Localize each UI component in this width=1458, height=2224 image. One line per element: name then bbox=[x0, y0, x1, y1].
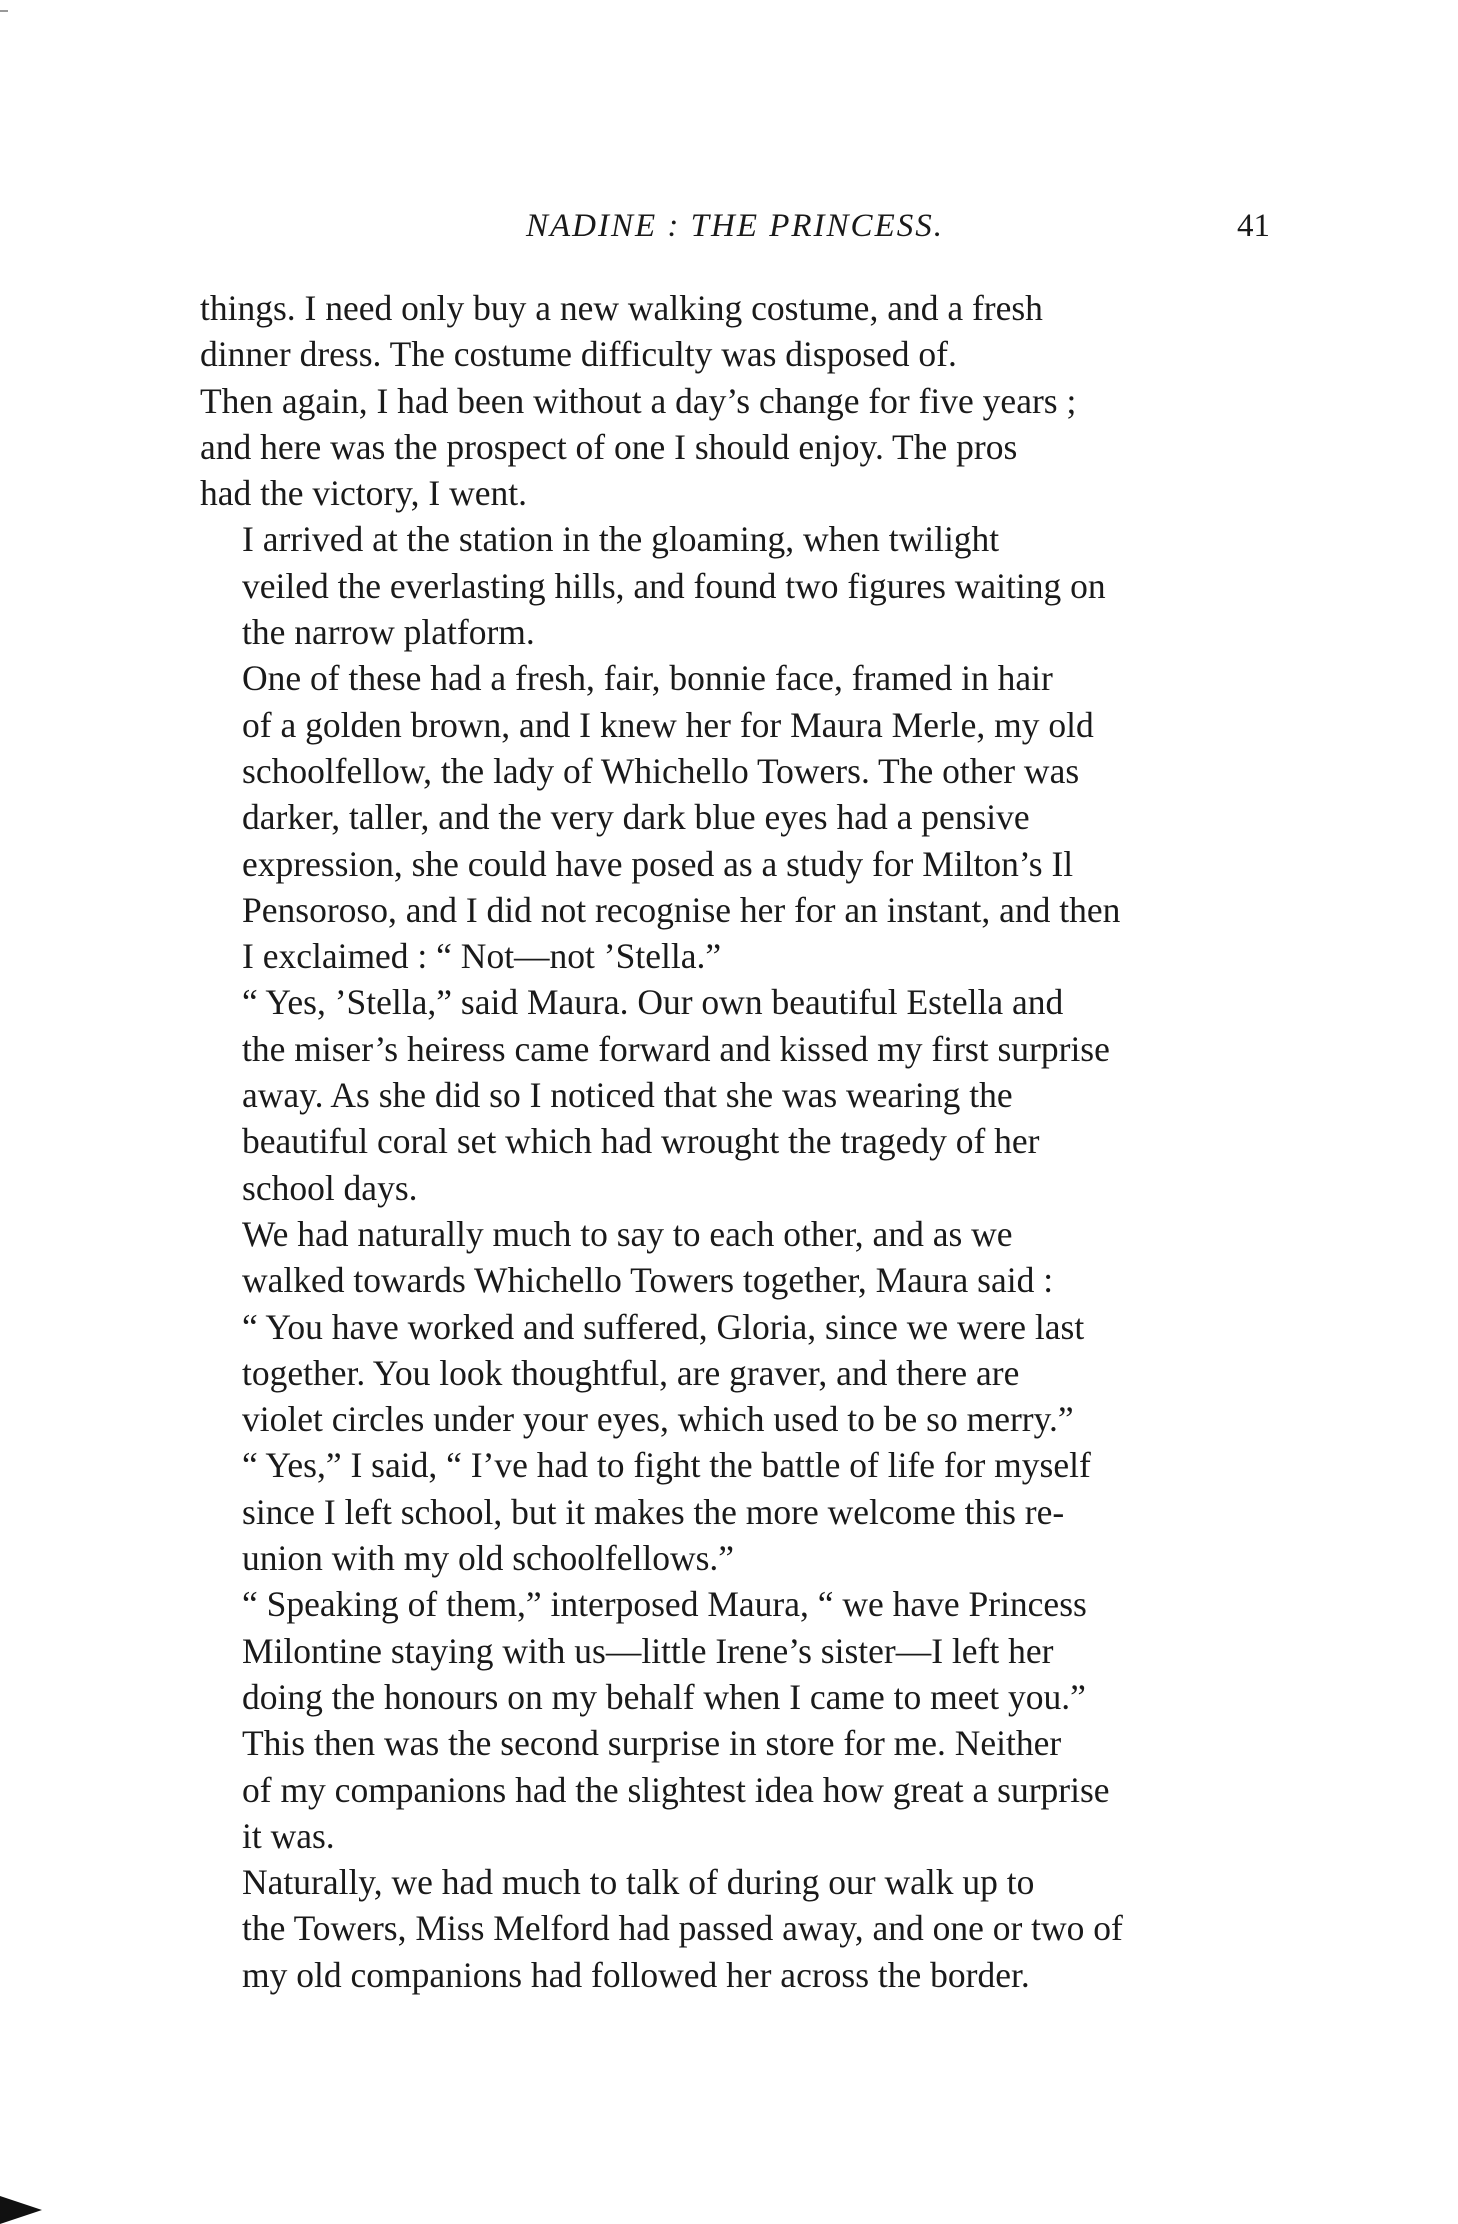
text-line: Milontine staying with us—little Irene’s sister—I left her bbox=[242, 1630, 1054, 1671]
paragraph bbox=[200, 285, 1270, 516]
paragraph bbox=[200, 1581, 1270, 1720]
text-line: since I left school, but it makes the more welcome this re- bbox=[242, 1491, 1065, 1532]
body-text bbox=[200, 285, 1270, 1998]
text-line: school days. bbox=[242, 1167, 418, 1208]
text-line: Pensoroso, and I did not recognise her for an instant, and then bbox=[242, 889, 1121, 930]
text-line: This then was the second surprise in store for me. Neither bbox=[242, 1723, 1062, 1764]
paragraph bbox=[200, 1859, 1270, 1998]
text-line: Naturally, we had much to talk of during our walk up to bbox=[242, 1862, 1035, 1903]
page-corner-arrow-icon bbox=[0, 2196, 42, 2224]
paragraph bbox=[200, 1304, 1270, 1443]
paragraph bbox=[200, 655, 1270, 979]
text-line: had the victory, I went. bbox=[200, 473, 527, 514]
text-line: schoolfellow, the lady of Whichello Towers. The other was bbox=[242, 750, 1080, 791]
running-title: NADINE : THE PRINCESS. bbox=[526, 208, 944, 244]
text-line: of a golden brown, and I knew her for Maura Merle, my old bbox=[242, 704, 1094, 745]
paragraph bbox=[200, 979, 1270, 1210]
text-line: dinner dress. The costume difficulty was disposed of. bbox=[200, 334, 957, 375]
text-line: and here was the prospect of one I should enjoy. The pros bbox=[200, 426, 1018, 467]
text-line: expression, she could have posed as a study for Milton’s Il bbox=[242, 843, 1074, 884]
text-line: union with my old schoolfellows.” bbox=[242, 1538, 735, 1579]
text-line: “ Yes, ’Stella,” said Maura. Our own beautiful Estella and bbox=[242, 982, 1064, 1023]
text-line: “ You have worked and suffered, Gloria, since we were last bbox=[242, 1306, 1085, 1347]
text-line: walked towards Whichello Towers together, Maura said : bbox=[242, 1260, 1054, 1301]
text-line: I exclaimed : “ Not—not ’Stella.” bbox=[242, 936, 722, 977]
text-line: One of these had a fresh, fair, bonnie face, framed in hair bbox=[242, 658, 1053, 699]
text-line: We had naturally much to say to each other, and as we bbox=[242, 1213, 1013, 1254]
text-line: things. I need only buy a new walking costume, and a fresh bbox=[200, 288, 1043, 328]
text-line: doing the honours on my behalf when I came to meet you.” bbox=[242, 1676, 1086, 1717]
text-line: “ Yes,” I said, “ I’ve had to fight the battle of life for myself bbox=[242, 1445, 1091, 1486]
text-line: of my companions had the slightest idea how great a surprise bbox=[242, 1769, 1110, 1810]
text-line: the miser’s heiress came forward and kissed my first surprise bbox=[242, 1028, 1110, 1069]
paragraph bbox=[200, 1211, 1270, 1304]
text-line: darker, taller, and the very dark blue eyes had a pensive bbox=[242, 797, 1030, 838]
text-line: violet circles under your eyes, which used to be so merry.” bbox=[242, 1399, 1074, 1440]
text-line: Then again, I had been without a day’s change for five years ; bbox=[200, 380, 1077, 421]
text-line: beautiful coral set which had wrought the tragedy of her bbox=[242, 1121, 1040, 1162]
text-line: away. As she did so I noticed that she was wearing the bbox=[242, 1075, 1013, 1116]
text-line: it was. bbox=[242, 1815, 335, 1856]
paragraph bbox=[200, 1720, 1270, 1859]
page-number: 41 bbox=[1237, 208, 1270, 244]
text-line: veiled the everlasting hills, and found two figures waiting on bbox=[242, 565, 1106, 606]
text-line: I arrived at the station in the gloaming, when twilight bbox=[242, 519, 1000, 560]
text-line: together. You look thoughtful, are graver, and there are bbox=[242, 1352, 1020, 1393]
text-line: the Towers, Miss Melford had passed away, and one or two of bbox=[242, 1908, 1123, 1949]
text-line: my old companions had followed her across the border. bbox=[242, 1954, 1030, 1995]
paragraph bbox=[200, 1442, 1270, 1581]
margin-tick bbox=[0, 10, 8, 12]
text-line: “ Speaking of them,” interposed Maura, “ we have Princess bbox=[242, 1584, 1087, 1625]
text-line: the narrow platform. bbox=[242, 612, 535, 653]
page-header bbox=[200, 208, 1270, 258]
paragraph bbox=[200, 516, 1270, 655]
